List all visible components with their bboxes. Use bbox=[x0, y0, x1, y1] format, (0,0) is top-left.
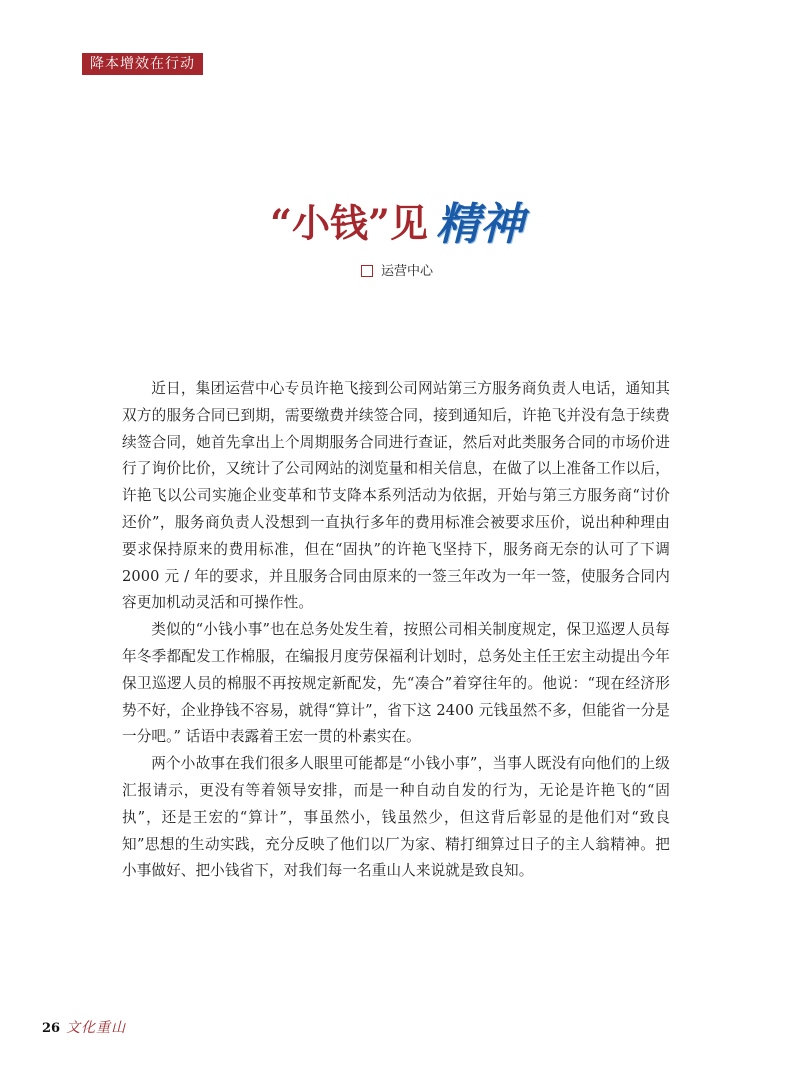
page-number: 26 bbox=[42, 1021, 61, 1036]
page-footer bbox=[42, 1017, 126, 1037]
section-tag: 降本增效在行动 bbox=[82, 53, 203, 75]
article-title bbox=[0, 188, 794, 252]
article-body bbox=[122, 376, 670, 885]
paragraph-1: 近日，集团运营中心专员许艳飞接到公司网站第三方服务商负责人电话，通知其双方的服务合同已到期，需要缴费并续签合同，接到通知后，许艳飞并没有急于续费续签合同，她首先拿出上个周期服务合同进行查证，然后对此类服务合同的市场价进行了询价比价，又统计了公司网站的浏览量和相关信息，在做了以上准备工作以后，许艳飞以公司实施企业变革和节支降本系列活动为依据，开始与第三方服务商“讨价还价”，服务商负责人没想到一直执行多年的费用标准会被要求压价，说出种种理由要求保持原来的费用标准，但在“固执”的许艳飞坚持下，服务商无奈的认可了下调 2000 元 / 年的要求，并且服务合同由原来的一签三年改为一年一签，使服务合同内容更加机动灵活和可操作性。 bbox=[122, 380, 670, 612]
byline bbox=[0, 260, 794, 279]
title-accent: 精神 bbox=[435, 199, 524, 250]
square-bullet-icon bbox=[361, 265, 373, 277]
paragraph-2: 类似的“小钱小事”也在总务处发生着，按照公司相关制度规定，保卫巡逻人员每年冬季都配发工作棉服，在编报月度劳保福利计划时，总务处主任王宏主动提出今年保卫巡逻人员的棉服不再按规定新配发，先“凑合”着穿往年的。他说：“现在经济形势不好，企业挣钱不容易，就得“算计”，省下这 2400 元钱虽然不多，但能省一分是一分吧。” 话语中表露着王宏一贯的朴素实在。 bbox=[122, 621, 670, 746]
paragraph-3: 两个小故事在我们很多人眼里可能都是“小钱小事”，当事人既没有向他们的上级汇报请示，更没有等着领导安排，而是一种自动自发的行为，无论是许艳飞的“固执”，还是王宏的“算计”，事虽然小，钱虽然少，但这背后彰显的是他们对“致良知”思想的生动实践，充分反映了他们以厂为家、精打细算过日子的主人翁精神。把小事做好、把小钱省下，对我们每一名重山人来说就是致良知。 bbox=[122, 755, 670, 880]
title-main: “小钱”见 bbox=[270, 200, 428, 246]
byline-text: 运营中心 bbox=[380, 264, 433, 279]
magazine-logo: 文化重山 bbox=[66, 1020, 127, 1036]
